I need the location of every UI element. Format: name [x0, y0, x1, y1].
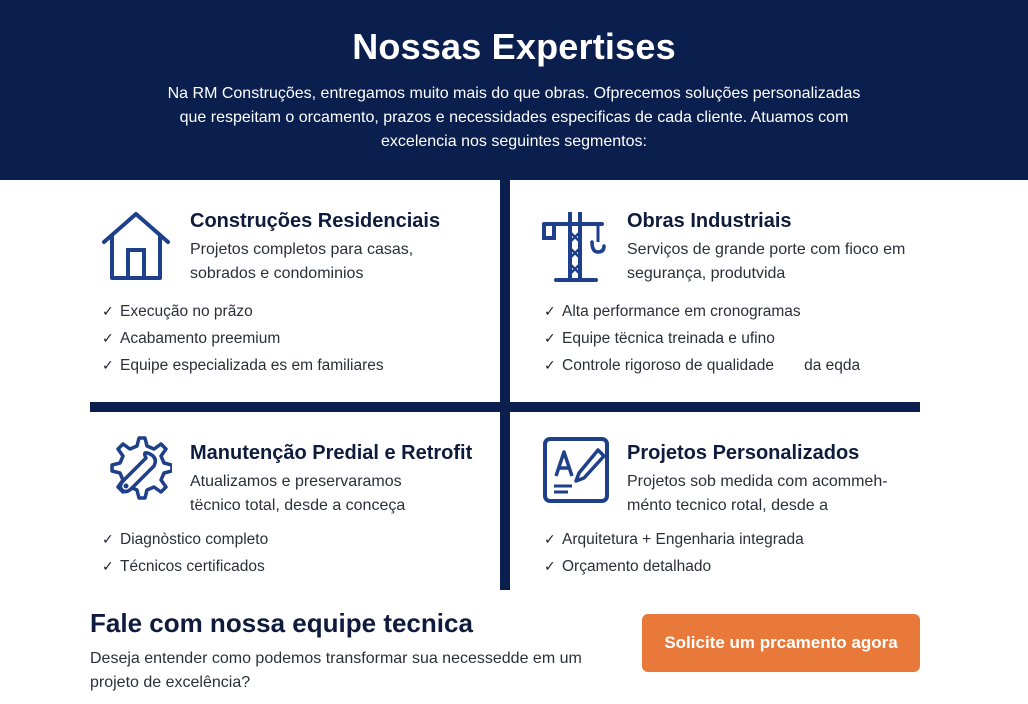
hero-description: Na RM Construções, entregamos muito mais do que obras. Ofprecemos soluções personalizadas que respeitam o orcamento, prazos e necessidades especificas de cada cliente. Atuamos com excelencia nos seguintes segmentos: [167, 85, 861, 150]
design-pencil-icon [542, 436, 610, 504]
check-icon: ✓ [544, 558, 556, 574]
check-icon: ✓ [544, 303, 556, 319]
check-icon: ✓ [102, 303, 114, 319]
hero-section [0, 0, 1028, 180]
list-item: ✓ Controle rigoroso de qualidade da eqda [544, 352, 860, 379]
card-title: Obras Industriais [627, 210, 792, 232]
list-item: ✓ Acabamento preemium [102, 325, 384, 352]
card-description: Projetos completos para casas, sobrados e condominios [190, 241, 414, 282]
crane-icon [540, 208, 616, 284]
check-icon: ✓ [544, 357, 556, 373]
card-description: Atualizamos e preservaramos tëcnico total, desde a conceça [190, 473, 406, 514]
list-item: ✓ Equipe especializada es em familiares [102, 352, 384, 379]
feature-list [544, 526, 804, 580]
list-item: ✓ Diagnòstico completo [102, 526, 268, 553]
page-title: Nossas Expertises [352, 26, 676, 67]
check-icon: ✓ [102, 558, 114, 574]
divider-vertical [500, 180, 510, 590]
card-description: Serviços de grande porte com fioco em segurança, produtvida [627, 241, 906, 282]
request-quote-button[interactable]: Solicite um prcamento agora [642, 614, 920, 672]
check-icon: ✓ [102, 330, 114, 346]
card-residential [0, 180, 500, 402]
check-icon: ✓ [102, 531, 114, 547]
check-icon: ✓ [102, 357, 114, 373]
check-icon: ✓ [544, 531, 556, 547]
list-item: ✓ Técnicos certificados [102, 553, 268, 580]
card-title: Construções Residenciais [190, 210, 441, 232]
card-description: Projetos sob medida com acommeh-ménto tecnico rotal, desde a [627, 473, 888, 514]
card-title: Projetos Personalizados [627, 442, 860, 464]
cta-title: Fale com nossa equipe tecnica [90, 608, 473, 638]
card-custom-projects [510, 412, 1028, 590]
list-item: ✓ Arquitetura + Engenharia integrada [544, 526, 804, 553]
card-industrial [510, 180, 1028, 402]
feature-list [544, 298, 860, 379]
list-item: ✓ Alta performance em cronogramas [544, 298, 860, 325]
card-maintenance [0, 412, 500, 590]
list-item: ✓ Orçamento detalhado [544, 553, 804, 580]
list-item: ✓ Equipe tëcnica treinada e ufino [544, 325, 860, 352]
check-icon: ✓ [544, 330, 556, 346]
cta-description: Deseja entender como podemos transformar sua necessedde em um projeto de excelência? [90, 650, 582, 691]
feature-list [102, 298, 384, 379]
house-icon [98, 206, 174, 282]
wrench-gear-icon [106, 432, 172, 508]
feature-list [102, 526, 268, 580]
divider-horizontal [90, 402, 920, 412]
list-item: ✓ Execução no prãzo [102, 298, 384, 325]
card-title: Manutenção Predial e Retrofit [190, 442, 473, 464]
